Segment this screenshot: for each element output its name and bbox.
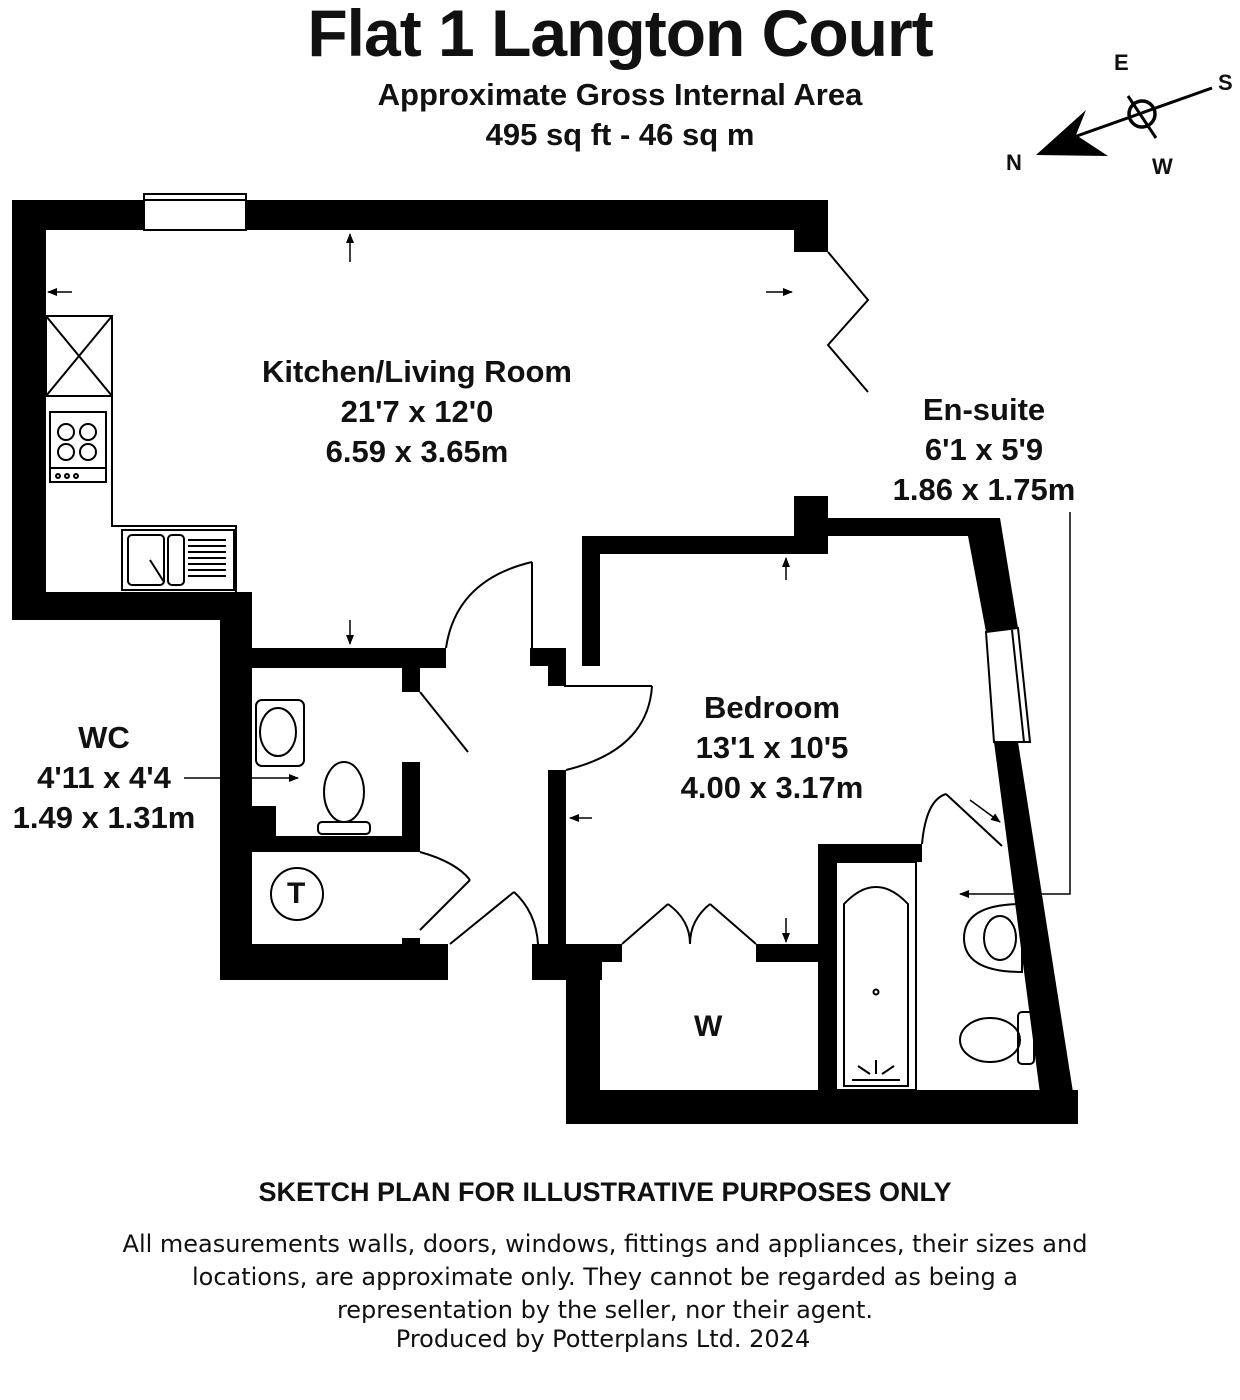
kitchen-name: Kitchen/Living Room <box>262 354 572 389</box>
bedroom-window <box>986 628 1030 742</box>
ensuite-door <box>922 794 1002 846</box>
sketch-plan-heading: SKETCH PLAN FOR ILLUSTRATIVE PURPOSES ONLY <box>258 1177 952 1207</box>
basin-icon <box>964 904 1022 972</box>
compass-east: E <box>1114 50 1129 75</box>
bedroom-label <box>642 688 902 808</box>
wc-walls <box>220 648 448 980</box>
ensuite-imperial: 6'1 x 5'9 <box>924 432 1044 467</box>
wc-door <box>420 692 470 930</box>
wardrobe-doors <box>622 904 756 944</box>
disclaimer-text: All measurements walls, doors, windows, fittings and appliances, their sizes and locations, are approximate only. They cannot be regarded as being a representation by the seller, nor their agent. <box>122 1230 1088 1324</box>
area-subtitle: Approximate Gross Internal Area <box>377 77 863 112</box>
wc-name: WC <box>78 720 130 755</box>
hob-icon <box>50 412 106 482</box>
wardrobe-letter: W <box>694 1010 723 1043</box>
bedroom-imperial: 13'1 x 10'5 <box>695 730 849 765</box>
wc-label <box>0 718 208 838</box>
compass-south: S <box>1218 70 1233 95</box>
kitchen-window <box>144 194 246 230</box>
compass-icon <box>1036 88 1212 156</box>
wc-metric: 1.49 x 1.31m <box>12 800 196 835</box>
balcony-door <box>828 252 868 392</box>
ensuite-metric: 1.86 x 1.75m <box>892 472 1076 507</box>
compass-west: W <box>1152 154 1173 179</box>
bedroom-walls <box>530 496 1078 1124</box>
cupboard-letter: T <box>287 877 306 910</box>
bedroom-name: Bedroom <box>703 690 841 725</box>
ensuite-toilet-icon <box>960 1012 1034 1064</box>
wc-imperial: 4'11 x 4'4 <box>37 760 171 795</box>
bath-icon <box>836 862 916 1090</box>
producer-credit: Produced by Potterplans Ltd. 2024 <box>395 1325 811 1353</box>
compass-north: N <box>1006 150 1022 175</box>
ensuite-name: En-suite <box>922 392 1046 427</box>
kitchen-imperial: 21'7 x 12'0 <box>340 394 494 429</box>
page-title: Flat 1 Langton Court <box>307 0 933 70</box>
sink-icon <box>122 530 234 590</box>
area-value: 495 sq ft - 46 sq m <box>485 117 755 152</box>
ensuite-label <box>854 390 1114 510</box>
kitchen-metric: 6.59 x 3.65m <box>325 434 509 469</box>
kitchen-label <box>217 352 617 472</box>
bedroom-metric: 4.00 x 3.17m <box>680 770 864 805</box>
